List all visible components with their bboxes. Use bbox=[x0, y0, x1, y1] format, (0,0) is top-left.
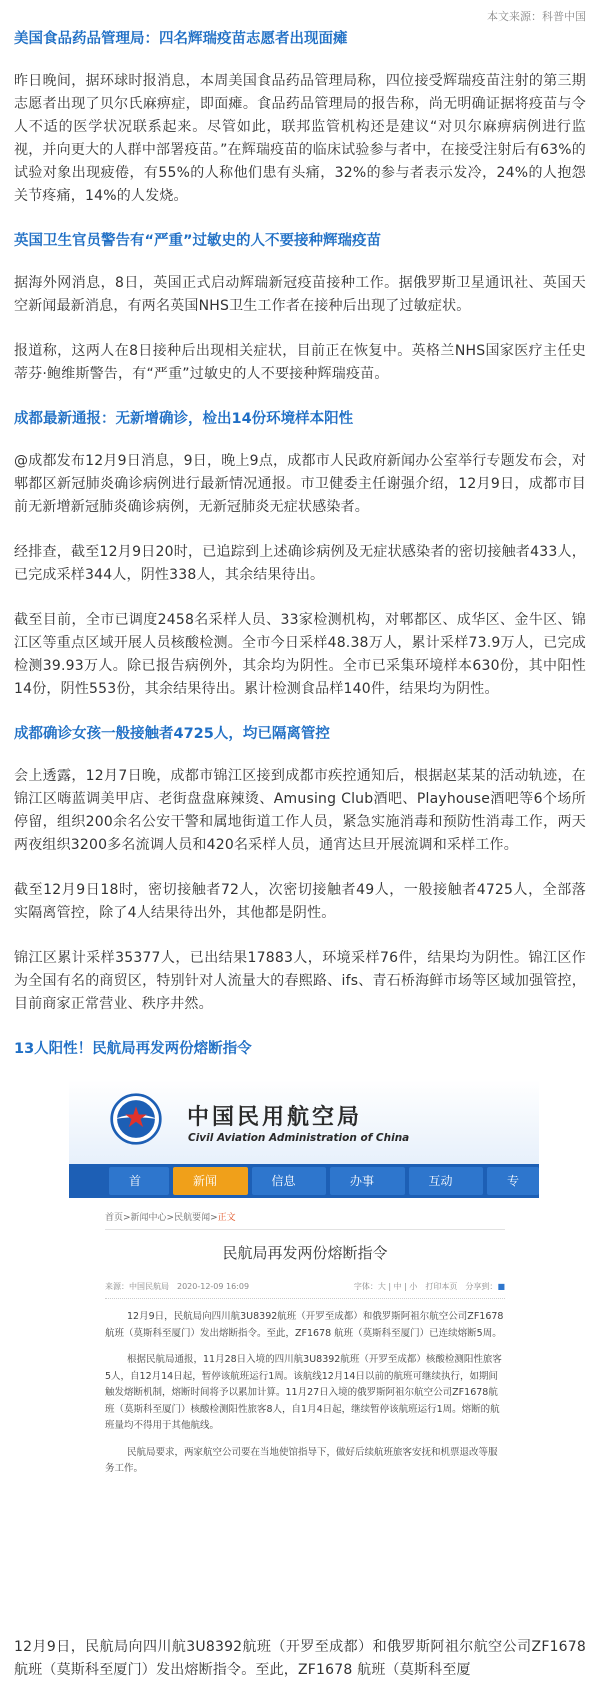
paragraph: 12月9日，民航局向四川航3U8392航班（开罗至成都）和俄罗斯阿祖尔航空公司ZF1678 航班（莫斯科至厦门）发出熔断指令。至此，ZF1678 航班（莫斯科至厦 bbox=[14, 1639, 586, 1678]
paragraph: 截至目前，全市已调度2458名采样人员、33家检测机构，对郫都区、成华区、金牛区、锦江区等重点区域开展人员核酸检测。全市今日采样48.38万人，累计采样73.9万人，已完成检测39.93万人。除已报告病例外，其余均为阴性。全市已采集环境样本630份，其中阳性14份，阴性553份，其余结果待出。累计检测食品样140件，结果均为阴性。 bbox=[14, 612, 586, 697]
caac-paragraph: 民航局要求，两家航空公司要在当地使馆指导下，做好后续航班旅客安抚和机票退改等服务工作。 bbox=[105, 1446, 498, 1474]
nav-item-info[interactable]: 信息公开 bbox=[252, 1167, 327, 1195]
paragraph: 经排查，截至12月9日20时，已追踪到上述确诊病例及无症状感染者的密切接触者433人，已完成采样344人，阴性338人，其余结果待出。 bbox=[14, 544, 586, 583]
nav-item-news[interactable]: 新闻中心 bbox=[173, 1167, 248, 1195]
paragraph: 会上透露，12月7日晚，成都市锦江区接到成都市疾控通知后，根据赵某某的活动轨迹，在锦江区嗨蓝调美甲店、老街盘盘麻辣烫、Amusing Club酒吧、Playhouse酒吧等6个场所停留，组织200余名公安干警和属地街道工作人员，紧急实施消毒和预防性消毒工作，两天两夜组织3200多名流调人员和420名采样人员，通宵达旦开展流调和采样工作。 bbox=[14, 768, 586, 853]
section-heading: 13人阳性！民航局再发两份熔断指令 bbox=[14, 1041, 252, 1057]
caac-nav bbox=[69, 1164, 539, 1216]
caac-screenshot bbox=[69, 1080, 539, 1620]
caac-paragraph: 12月9日，民航局向四川航3U8392航班（开罗至成都）和俄罗斯阿祖尔航空公司ZF1678 航班（莫斯科至厦门）发出熔断指令。至此，ZF1678 航班（莫斯科至厦门）已连续熔断5周。 bbox=[105, 1311, 504, 1339]
caac-paragraph: 根据民航局通报，11月28日入境的四川航3U8392航班（开罗至成都）核酸检测阳性旅客5人，自12月14日起，暂停该航班运行1周。该航线12月14日以前的航班可继续执行，如期间触发熔断机制，熔断时间将予以累加计算。11月27日入境的俄罗斯阿祖尔航空公司ZF1678航班（莫斯科至厦门）核酸检测阳性旅客8人，自1月4日起，继续暂停该航班运行1周。熔断的航班量均不得用于其他航线。 bbox=[105, 1354, 502, 1431]
meta-tools-label[interactable]: 字体：大 | 中 | 小 打印本页 分享到： bbox=[353, 1282, 498, 1291]
meta-source-date: 来源：中国民航局 2020-12-09 16:09 bbox=[105, 1282, 250, 1291]
paragraph: 报道称，这两人在8日接种后出现相关症状，目前正在恢复中。英格兰NHS国家医疗主任史蒂芬·鲍维斯警告，有“严重”过敏史的人不要接种辉瑞疫苗。 bbox=[14, 343, 586, 382]
caac-title-en: Civil Aviation Administration of China bbox=[188, 1132, 410, 1144]
nav-item-service[interactable]: 办事大厅 bbox=[330, 1167, 405, 1195]
share-icon[interactable]: ■ bbox=[497, 1282, 505, 1291]
nav-item-more[interactable]: 专 bbox=[487, 1167, 539, 1195]
breadcrumb bbox=[105, 1198, 505, 1230]
caac-article-title: 民航局再发两份熔断指令 bbox=[222, 1244, 388, 1262]
caac-article bbox=[105, 1198, 505, 1478]
caac-article-meta bbox=[105, 1277, 505, 1299]
breadcrumb-path[interactable]: 首页>新闻中心>民航要闻> bbox=[105, 1213, 218, 1223]
paragraph: 锦江区累计采样35377人，已出结果17883人，环境采样76件，结果均为阴性。锦江区作为全国有名的商贸区，特别针对人流量大的春熙路、ifs、青石桥海鲜市场等区域加强管控，目前商家正常营业、秩序井然。 bbox=[14, 950, 586, 1012]
paragraph: @成都发布12月9日消息，9日，晚上9点，成都市人民政府新闻办公室举行专题发布会，对郫都区新冠肺炎确诊病例进行最新情况通报。市卫健委主任谢强介绍，12月9日，成都市目前无新增新冠肺炎确诊病例，无新冠肺炎无症状感染者。 bbox=[14, 453, 586, 515]
section-heading: 英国卫生官员警告有“严重”过敏史的人不要接种辉瑞疫苗 bbox=[14, 233, 382, 249]
caac-title: 中国民用航空局 bbox=[187, 1105, 363, 1130]
nav-item-interact[interactable]: 互动交流 bbox=[409, 1167, 484, 1195]
paragraph: 昨日晚间，据环球时报消息，本周美国食品药品管理局称，四位接受辉瑞疫苗注射的第三期志愿者出现了贝尔氏麻痹症，即面瘫。食品药品管理局的报告称，尚无明确证据将疫苗与令人不适的医学状况联系起来。尽管如此，联邦监管机构还是建议“对贝尔麻痹病例进行监视，并向更大的人群中部署疫苗。”在辉瑞疫苗的临床试验参与者中，在接受注射后有63%的试验对象出现疲倦，有55%的人称他们患有头痛，32%的参与者表示发冷，24%的人抱怨关节疼痛，14%的人发烧。 bbox=[14, 73, 586, 204]
caac-emblem-icon bbox=[109, 1092, 163, 1146]
caac-header bbox=[69, 1080, 539, 1164]
breadcrumb-current: 正文 bbox=[217, 1213, 236, 1223]
nav-item-home[interactable]: 首 页 bbox=[109, 1167, 169, 1195]
meta-tools bbox=[354, 1281, 505, 1292]
source-credit: 本文来源：科普中国 bbox=[487, 10, 586, 23]
section-heading: 成都最新通报：无新增确诊，检出14份环境样本阳性 bbox=[14, 411, 354, 427]
paragraph: 据海外网消息，8日，英国正式启动辉瑞新冠疫苗接种工作。据俄罗斯卫星通讯社、英国天空新闻最新消息，有两名英国NHS卫生工作者在接种后出现了过敏症状。 bbox=[14, 275, 586, 314]
section-heading: 成都确诊女孩一般接触者4725人，均已隔离管控 bbox=[14, 726, 330, 742]
article-body bbox=[14, 22, 586, 1704]
section-heading: 美国食品药品管理局：四名辉瑞疫苗志愿者出现面瘫 bbox=[14, 31, 348, 47]
paragraph: 截至12月9日18时，密切接触者72人，次密切接触者49人，一般接触者4725人，全部落实隔离管控，除了4人结果待出外，其他都是阴性。 bbox=[14, 882, 586, 921]
